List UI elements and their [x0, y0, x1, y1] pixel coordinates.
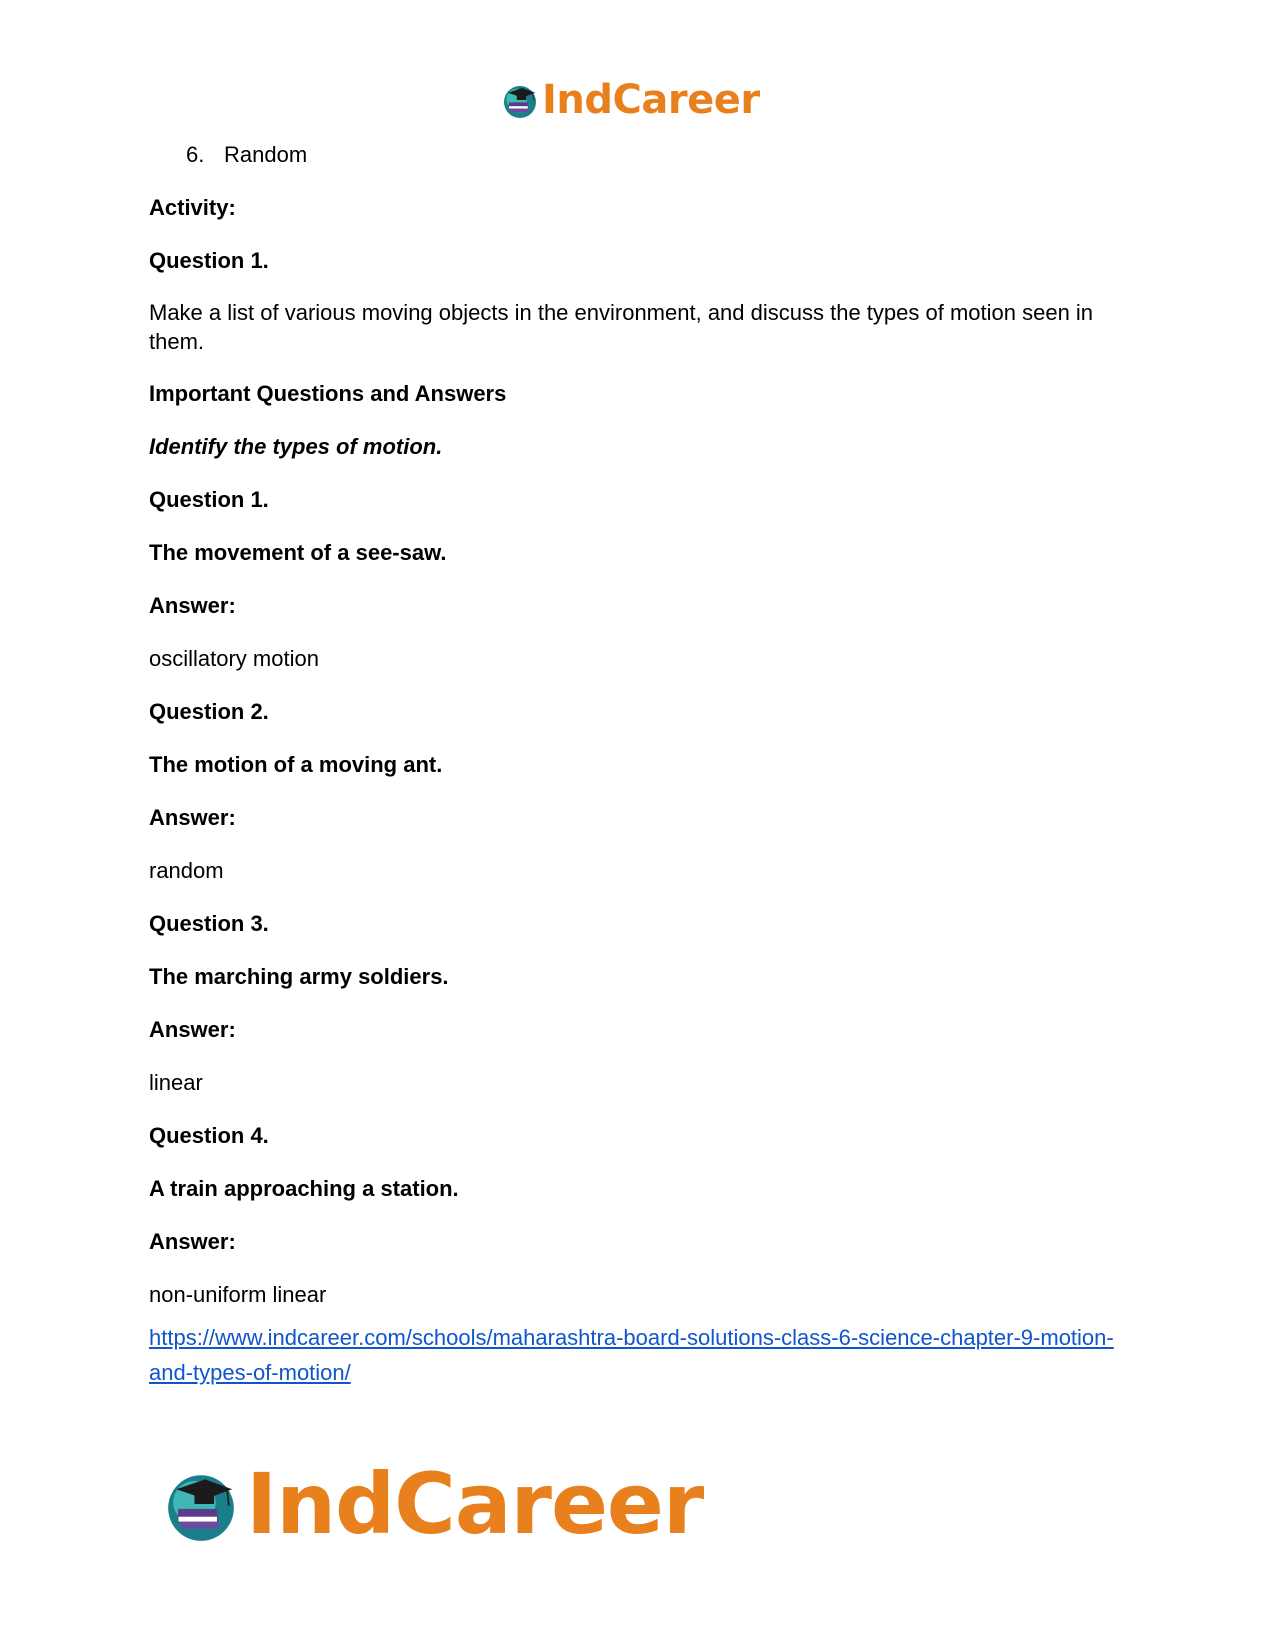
logo-icon: [500, 80, 540, 120]
question-text: A train approaching a station.: [149, 1176, 459, 1201]
logo-wordmark: IndCareer: [542, 77, 760, 123]
answer-label: Answer:: [149, 593, 236, 618]
list-item-number: 6.: [186, 142, 205, 167]
answer-text: random: [149, 858, 224, 883]
answer-text: oscillatory motion: [149, 646, 319, 671]
question-label: Question 3.: [149, 911, 269, 936]
question-label: Question 1.: [149, 487, 269, 512]
list-item: [186, 139, 307, 170]
activity-question-text: Make a list of various moving objects in the environment, and discuss the types of motion seen in them.: [149, 300, 1094, 354]
footer-logo: [160, 1455, 704, 1553]
question-text: The motion of a moving ant.: [149, 752, 443, 777]
answer-text: linear: [149, 1070, 203, 1095]
question-text: The marching army soldiers.: [149, 964, 449, 989]
question-label: Question 2.: [149, 699, 269, 724]
source-link[interactable]: https://www.indcareer.com/schools/maharashtra-board-solutions-class-6-science-chapter-9-motion-and-types-of-motion/: [149, 1325, 1114, 1385]
section-heading: Important Questions and Answers: [149, 381, 507, 406]
logo-wordmark: IndCareer: [246, 1455, 704, 1553]
answer-label: Answer:: [149, 805, 236, 830]
list-item-text: Random: [224, 142, 308, 167]
answer-label: Answer:: [149, 1229, 236, 1254]
question-label: Question 4.: [149, 1123, 269, 1148]
question-text: The movement of a see-saw.: [149, 540, 447, 565]
header-logo: [500, 77, 760, 123]
answer-label: Answer:: [149, 1017, 236, 1042]
activity-heading: Activity:: [149, 195, 236, 220]
logo-icon: [160, 1463, 242, 1545]
answer-text: non-uniform linear: [149, 1282, 327, 1307]
section-subheading: Identify the types of motion.: [149, 434, 443, 459]
activity-question-label: Question 1.: [149, 248, 269, 273]
